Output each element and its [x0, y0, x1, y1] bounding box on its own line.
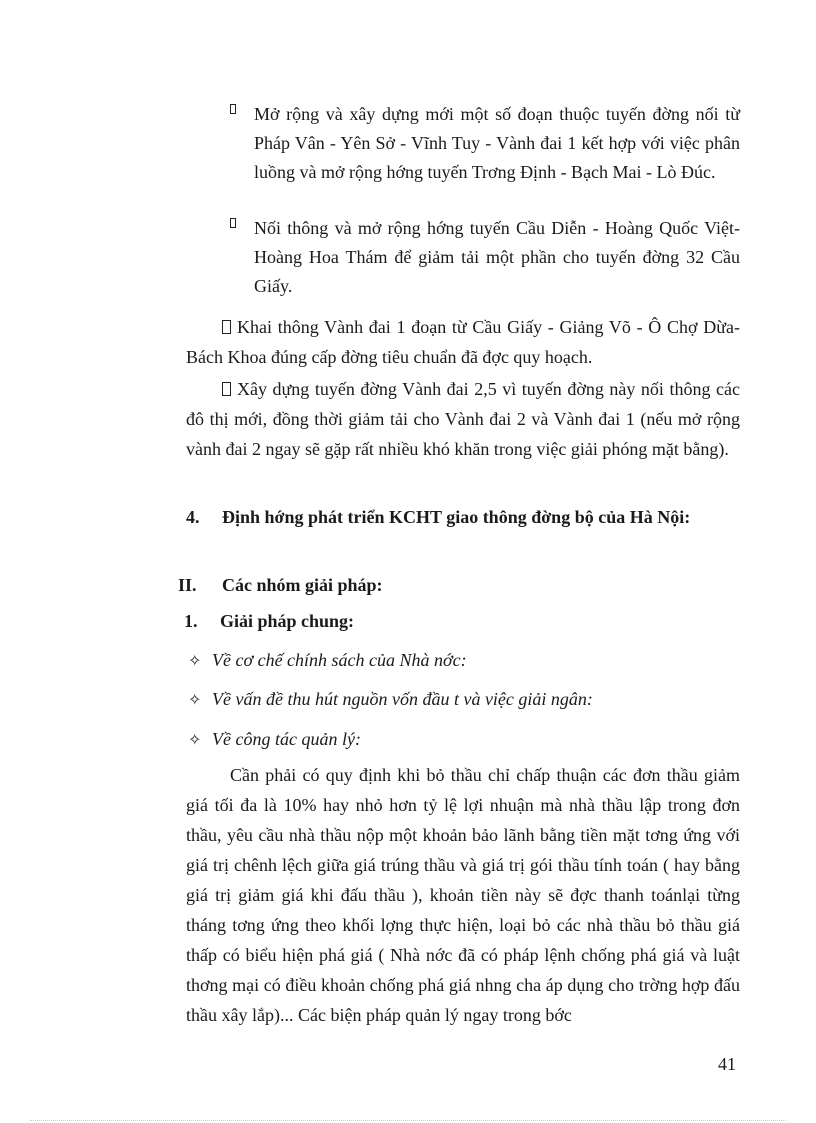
- heading-text: Các nhóm giải pháp:: [222, 575, 383, 595]
- heading-number: 1.: [184, 611, 198, 631]
- page-number: 41: [718, 1054, 736, 1074]
- section-heading-4: [186, 504, 690, 530]
- square-bullet-icon: [230, 104, 236, 114]
- italic-item-text: Về công tác quản lý:: [212, 729, 361, 749]
- italic-item-text: Về cơ chế chính sách của Nhà nớc:: [212, 650, 467, 670]
- star-bullet-icon: ✧: [188, 732, 202, 749]
- bullet-text: Mở rộng và xây dựng mới một số đoạn thuộc tuyến đờng nối từ Pháp Vân - Yên Sở - Vĩnh Tuy - Vành đai 1 kết hợp với việc phân luồng và mở rộng hớng tuyến Trơng Định - Bạch Mai - Lò Đúc.: [254, 104, 740, 182]
- heading-number: II.: [178, 575, 197, 595]
- heading-text: Định hớng phát triển KCHT giao thông đờng bộ của Hà Nội:: [222, 507, 691, 527]
- heading-text: Giải pháp chung:: [220, 611, 355, 631]
- italic-item-capital: [188, 686, 593, 714]
- square-bullet-icon: [230, 218, 236, 228]
- bullet-text: Nối thông và mở rộng hớng tuyến Cầu Diễn - Hoàng Quốc Việt- Hoàng Hoa Thám để giảm tải một phần cho tuyến đờng 32 Cầu Giấy.: [254, 218, 740, 296]
- heading-number: 4.: [186, 507, 200, 527]
- square-bullet-icon: [222, 320, 231, 334]
- body-paragraph: Cần phải có quy định khi bỏ thầu chỉ chấp thuận các đơn thầu giảm giá tối đa là 10% hay nhỏ hơn tỷ lệ lợi nhuận mà nhà thầu lập trong đơn thầu, yêu cầu nhà thầu nộp một khoản bảo lãnh bằng tiền mặt tơng ứng với giá trị chênh lệch giữa giá trúng thầu và giá trị gói thầu tính toán ( hay bằng giá trị giảm giá khi đấu thầu ), khoản tiền này sẽ đợc thanh toánlại từng tháng tơng ứng theo khối lợng thực hiện, loại bỏ các nhà thầu bỏ thầu giá thấp có biểu hiện phá giá ( Nhà nớc đã có pháp lệnh chống phá giá và luật thơng mại có điều khoản chống phá giá nhng cha áp dụng cho trờng hợp đấu thầu xây lắp)... Các biện pháp quản lý ngay trong bớc: [186, 765, 740, 1025]
- section-heading-II: [178, 572, 383, 598]
- square-bullet-icon: [222, 382, 231, 396]
- paragraph-ring-road-2-5: [186, 374, 740, 464]
- italic-item-policy: [188, 647, 467, 675]
- section-heading-1: [184, 608, 354, 634]
- star-bullet-icon: ✧: [188, 692, 202, 709]
- page-footer-divider: [30, 1120, 786, 1121]
- paragraph-text: Xây dựng tuyến đờng Vành đai 2,5 vì tuyến đờng này nối thông các đô thị mới, đồng thời giảm tải cho Vành đai 2 và Vành đai 1 (nếu mở rộng vành đai 2 ngay sẽ gặp rất nhiều khó khăn trong việc giải phóng mặt bằng).: [186, 379, 740, 459]
- italic-item-management: [188, 726, 361, 754]
- paragraph-ring-road-1: [186, 312, 740, 372]
- star-bullet-icon: ✧: [188, 653, 202, 670]
- paragraph-text: Khai thông Vành đai 1 đoạn từ Cầu Giấy - Giảng Võ - Ô Chợ Dừa- Bách Khoa đúng cấp đờng tiêu chuẩn đã đợc quy hoạch.: [186, 317, 740, 367]
- italic-item-text: Về vấn đề thu hút nguồn vốn đầu t và việc giải ngân:: [212, 689, 593, 709]
- bullet-item-1: [230, 100, 740, 187]
- bullet-item-2: [230, 214, 740, 301]
